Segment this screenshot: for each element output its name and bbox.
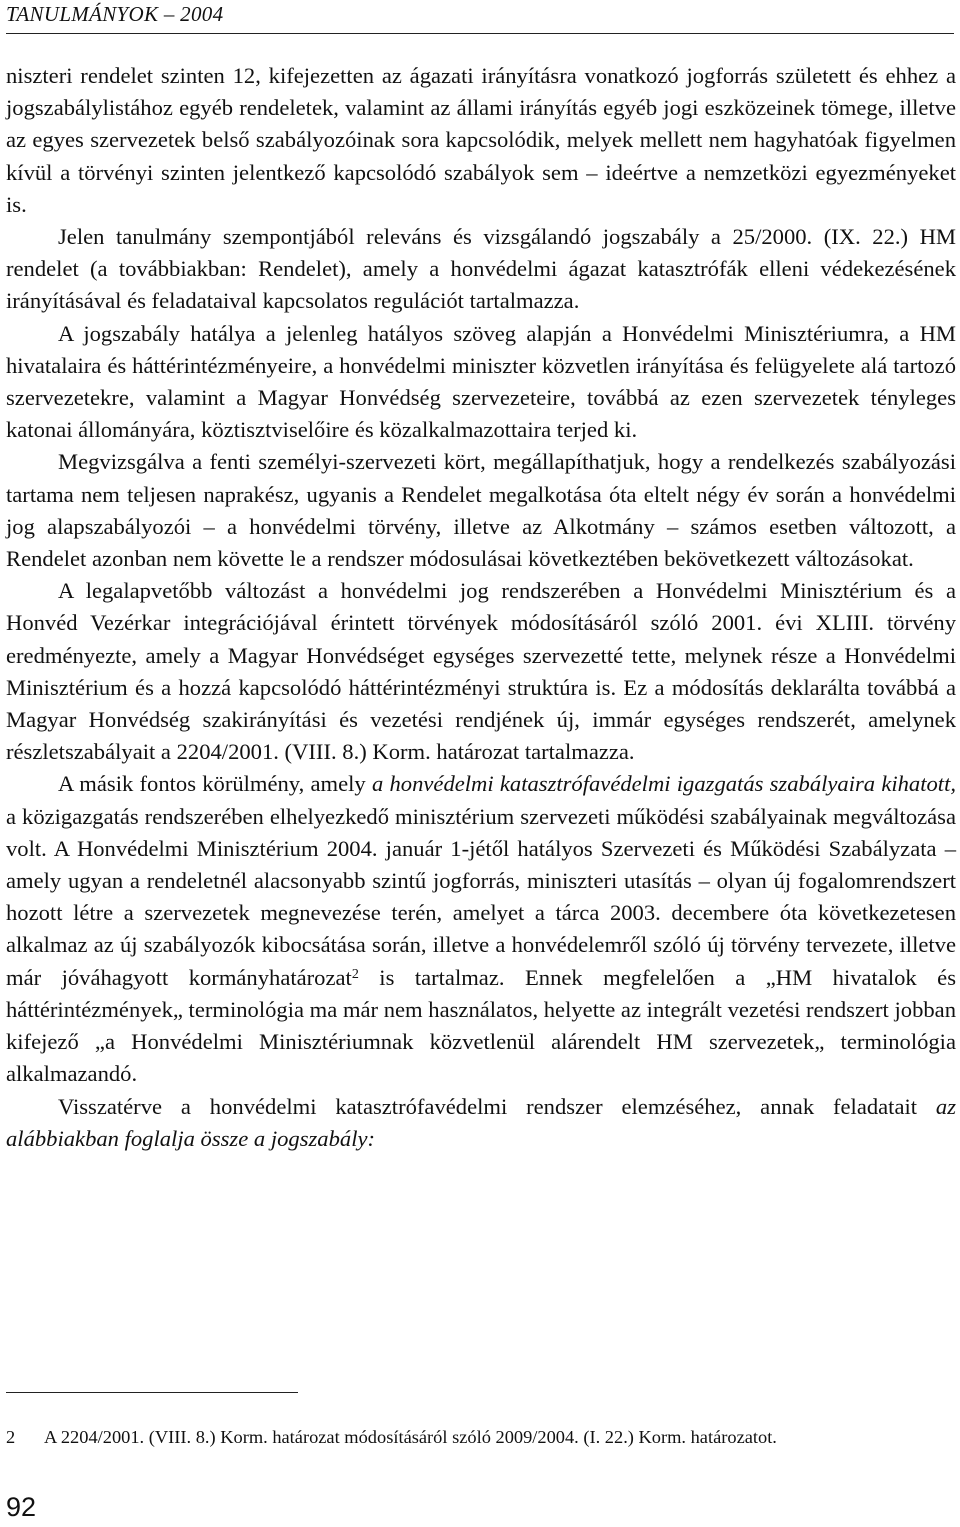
paragraph-6-emphasis: a honvédelmi katasztrófavédelmi igazgatás szabályaira kihatott,	[371, 771, 956, 797]
footnote-text: A 2204/2001. (VIII. 8.) Korm. határozat módosításáról szóló 2009/2004. (I. 22.) Korm. határozatot.	[44, 1427, 777, 1447]
body-text	[6, 60, 956, 1155]
running-header: TANULMÁNYOK – 2004	[6, 2, 224, 26]
paragraph-7-emphasis: az alábbiakban foglalja össze a jogszabály:	[6, 1093, 956, 1151]
paragraph-6-text-c: is tartalmaz. Ennek megfelelően a „HM hivatalok és háttérintézmények„ terminológia ma már nem használatos, helyette az integrált vezetési rendszert jobban kifejező „a Honvédelmi Minisztériumnak közvetlenül alárendelt HM szervezetek„ terminológia alkalmazandó.	[6, 964, 956, 1087]
paragraph-5: A legalapvetőbb változást a honvédelmi jog rendszerében a Honvédelmi Minisztérium és a Honvéd Vezérkar integrációjával érintett törvények módosításáról szóló 2001. évi XLIII. törvény eredményezte, amely a Magyar Honvédséget egységes szervezetté tette, melynek része a Honvédelmi Minisztérium és a hozzá kapcsolódó háttérintézményi struktúra is. Ez a módosítás deklarálta továbbá a Magyar Honvédség szakirányítási és vezetési rendjének új, immár egységes rendszerét, amelynek részletszabályait a 2204/2001. (VIII. 8.) Korm. határozat tartalmazza.	[6, 578, 956, 765]
paragraph-4: Megvizsgálva a fenti személyi-szervezeti kört, megállapíthatjuk, hogy a rendelkezés szabályozási tartama nem teljesen naprakész, ugyanis a Rendelet megalkotása óta eltelt négy év során a honvédelmi jog alapszabályozói – a honvédelmi törvény, illetve az Alkotmány – számos esetben változott, a Rendelet azonban nem követte le a rendszer módosulásai következtében bekövetkezett változásokat.	[6, 449, 956, 572]
paragraph-2: Jelen tanulmány szempontjából releváns és vizsgálandó jogszabály a 25/2000. (IX. 22.) HM rendelet (a továbbiakban: Rendelet), amely a honvédelmi ágazat katasztrófák elleni védekezésének irányításával és feladataival kapcsolatos regulációt tartalmazza.	[6, 224, 956, 314]
paragraph-7	[6, 1091, 956, 1155]
paragraph-3: A jogszabály hatálya a jelenleg hatályos szöveg alapján a Honvédelmi Minisztériumra, a HM hivatalaira és háttérintézményeire, a honvédelmi miniszter közvetlen irányítása és felügyelete alá tartozó szervezetekre, valamint a Magyar Honvédség szervezeteire, továbbá az ezen szervezetek tényleges katonai állományára, köztisztviselőire és közalkalmazottaira terjed ki.	[6, 320, 956, 443]
paragraph-6-text-b: a közigazgatás rendszerében elhelyezkedő minisztérium szervezeti működési szabályainak megváltozása volt. A Honvédelmi Minisztérium 2004. január 1-jétől hatályos Szervezeti és Működési Szabályzata – amely ugyan a rendeletnél alacsonyabb szintű jogforrás, miniszteri utasítás – olyan új fogalomrendszert hozott létre a szervezetek megnevezése terén, amelyet a tárca 2003. decembere óta következetesen alkalmaz az új szabályozók kibocsátása során, illetve a honvédelemről szóló új törvény tervezete, illetve már jóváhagyott kormányhatározat	[6, 803, 956, 990]
paragraph-6	[6, 768, 956, 1090]
footnote-reference: 2	[351, 966, 359, 982]
header-rule	[6, 33, 954, 34]
paragraph-6-text-a: A másik fontos körülmény, amely	[58, 771, 372, 797]
footnote-rule	[6, 1392, 298, 1393]
paragraph-7-text: Visszatérve a honvédelmi katasztrófavédelmi rendszer elemzéséhez, annak feladatait	[58, 1093, 936, 1119]
paragraph-1: niszteri rendelet szinten 12, kifejezetten az ágazati irányításra vonatkozó jogforrás született és ehhez a jogszabálylistához egyéb rendeletek, valamint az állami irányítás egyéb jogi eszközeinek tömege, illetve az egyes szervezetek belső szabályozóinak sora kapcsolódik, melyek mellett nem hagyhatóak figyelmen kívül a törvényi szinten jelentkező kapcsolódó szabályok sem – ideértve a nemzetközi egyezményeket is.	[6, 63, 956, 217]
page-number: 92	[6, 1492, 37, 1522]
footnote	[6, 1427, 777, 1448]
footnote-number: 2	[6, 1427, 16, 1447]
